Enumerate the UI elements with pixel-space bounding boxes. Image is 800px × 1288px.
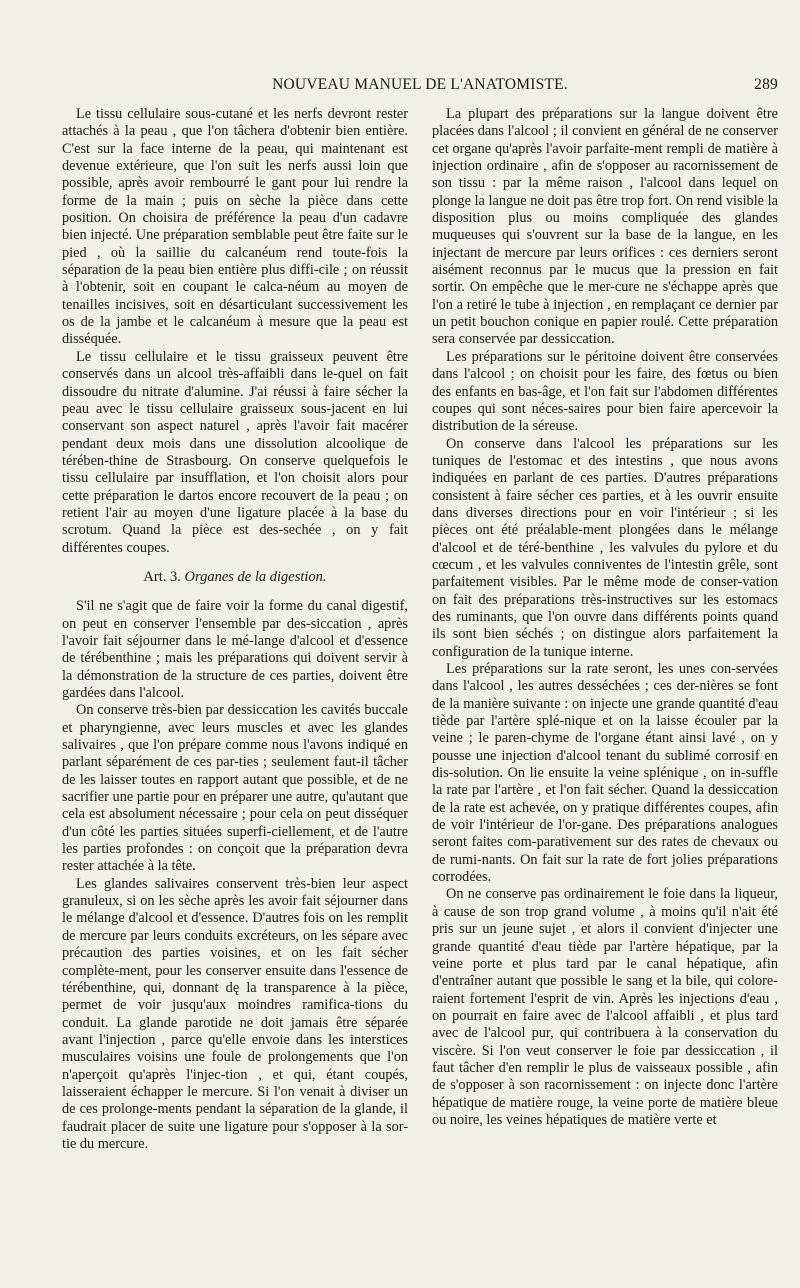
paragraph: On conserve dans l'alcool les préparations sur les tuniques de l'estomac et des intestins , que nous avons indiquées en parlant de ces parties. D'autres préparations consistent à faire sécher ces parties, et à les ouvrir ensuite dans diverses directions pour en voir l'intérieur ; si les pièces ont été préalable-ment plongées dans le mélange d'alcool et de téré-benthine , les valvules du pylore et du cœcum , et les valvules conniventes de l'intestin grêle, sont parfaitement visibles. Par le même mode de conser-vation on fait des préparations très-instructives sur les estomacs des ruminants, que l'on ouvre dans différents points quand ils sont bien séchés ; on distingue alors parfaitement la configuration de la tunique interne. <box>432 435 778 660</box>
paragraph: Le tissu cellulaire et le tissu graisseux peuvent être conservés dans un alcool très-affaibli dans le-quel on fait dissoudre du nitrate d'alumine. J'ai réussi à faire sécher la peau avec le tissu cellulaire graisseux sous-jacent en lui conservant son aspect naturel , après l'avoir fait macérer pendant deux mois dans une dissolution alcoolique de térében-thine de Strasbourg. On conserve quelquefois le tissu cellulaire par insufflation, et l'on choisit alors pour cette préparation le dartos encore recouvert de la peau ; on retient l'air au moyen d'une ligature placée à la base du scrotum. Quand la pièce est des-sechée , on y fait différentes coupes. <box>62 348 408 556</box>
paragraph: On conserve très-bien par dessiccation les cavités buccale et pharyngienne, avec leurs muscles et avec les glandes salivaires , que l'on prépare comme nous l'avons indiqué en parlant séparément de ces par-ties ; seulement faut-il tâcher de les laisser toutes en rapport autant que possible, et de ne sacrifier une partie pour en préparer une autre, qu'autant que cela est absolument nécessaire ; pour cela on peut disséquer d'un côté les parties situées superfi-ciellement, et de l'autre les parties profondes : on conçoit que la préparation devra rester attachée à la tête. <box>62 702 408 875</box>
running-title: NOUVEAU MANUEL DE L'ANATOMISTE. <box>272 76 568 93</box>
right-column <box>432 106 778 1153</box>
paragraph: S'il ne s'agit que de faire voir la forme du canal digestif, on peut en conserver l'ensemble par des-siccation , après l'avoir fait séjourner dans le mé-lange d'alcool et d'essence de térébenthine ; mais les préparations qui doivent servir à la démonstration de la structure de ces parties, doivent être gardées dans l'alcool. <box>62 598 408 701</box>
article-label: Art. 3. <box>143 568 181 585</box>
paragraph: Le tissu cellulaire sous-cutané et les nerfs devront rester attachés à la peau , que l'on tâchera d'obtenir bien entière. C'est sur la face interne de la peau, qui maintenant est devenue extérieure, que l'on suit les nerfs aussi loin que possible, après avoir rembourré le gant pour lui rendre la forme de la main ; puis on sèche la pièce dans cette position. On choisira de préférence la peau d'un cadavre bien injecté. Une préparation semblable peut être faite sur le pied , où la saillie du calcanéum rend toute-fois la séparation de la peau bien entière plus diffi-cile ; on réussit à l'obtenir, soit en coupant le calca-néum au moyen de tenailles incisives, soit en désarticulant successivement les os de la jambe et le calcanéum à mesure que la peau est disséquée. <box>62 106 408 348</box>
text-columns <box>62 106 778 1153</box>
paragraph: On ne conserve pas ordinairement le foie dans la liqueur, à cause de son trop grand volume , à moins qu'il n'ait été pris sur un jeune sujet , et alors il convient d'injecter une grande quantité d'eau tiède par l'artère hépatique, par la veine porte et plus tard par le canal hépatique, afin d'entraîner autant que possible le sang et la bile, qui colore-raient fortement l'esprit de vin. Après les injections d'eau , on pourrait en faire avec de l'alcool affaibli , et plus tard avec de l'alcool pur, qui contribuera à la conservation du viscère. Si l'on veut conserver le foie par dessiccation , il faut tâcher d'en remplir le plus de vaisseaux possible , afin de s'opposer à son racornissement : on injecte donc l'artère hépatique de matière rouge, la veine porte de matière bleue ou noire, les veines hépatiques de matière verte et <box>432 886 778 1128</box>
paragraph: Les préparations sur la rate seront, les unes con-servées dans l'alcool , les autres desséchées ; ces der-nières se font de la manière suivante : on injecte une grande quantité d'eau tiède par l'artère splé-nique et on la laisse écouler par la veine ; le paren-chyme de l'organe étant ainsi lavé , on y pousse une injection d'alcool tenant du sublimé corrosif en dis-solution. On lie ensuite la veine splénique , on in-suffle la rate par l'artère , et l'on fait sécher. Quand la dessiccation de la rate est achevée, on y pratique différentes coupes, afin de voir l'intérieur de l'or-gane. Des préparations analogues seront faites com-parativement sur des rates de chevaux ou de rumi-nants. On fait sur la rate de fort jolies préparations corrodées. <box>432 661 778 886</box>
left-column <box>62 106 408 1153</box>
running-head <box>62 76 778 96</box>
paragraph: Les glandes salivaires conservent très-bien leur aspect granuleux, si on les sèche après les avoir fait séjourner dans le mélange d'alcool et d'essence. D'autres fois on les remplit de mercure par leurs conduits excréteurs, on les sépare avec précaution des parties voisines, et on les fait sécher complète-ment, pour les conserver ensuite dans l'essence de térébenthine, qui, donnant dę la transparence à la pièce, permet de voir jusqu'aux moindres ramifica-tions du conduit. La glande parotide ne doit jamais être séparée avant l'injection , parce qu'elle envoie dans les interstices musculaires voisins une foule de prolongements que l'on n'aperçoit qu'après l'injec-tion , et qui, étant coupés, laisseraient échapper le mercure. Si l'on venait à diviser un de ces prolonge-ments pendant la séparation de la glande, il faudrait placer de suite une ligature pour s'opposer à la sor-tie du mercure. <box>62 875 408 1152</box>
page-number: 289 <box>754 76 778 93</box>
paragraph: La plupart des préparations sur la langue doivent être placées dans l'alcool ; il convient en général de ne conserver cet organe qu'après l'avoir parfaite-ment rempli de matière à injection ordinaire , afin de s'opposer au racornissement de son tissu : par la même raison , l'alcool dans lequel on plonge la langue ne doit pas être trop fort. On rend visible la disposition plus ou moins compliquée des glandes muqueuses qui s'ouvrent sur la base de la langue, en les injectant de mercure par leurs orifices : ces derniers seront aisément reconnus par le mucus que la pression en fait sortir. On empêche que le mer-cure ne s'échappe après que l'on a retiré le tube à injection , en remplaçant ce dernier par un petit bouchon conique en papier roulé. Cette préparation sera conservée par dessiccation. <box>432 106 778 348</box>
paragraph: Les préparations sur le péritoine doivent être conservées dans l'alcool ; on choisit pour les faire, des fœtus ou bien des enfants en bas-âge, et l'on fait sur l'abdomen différentes coupes qui sont néces-saires pour bien faire apercevoir la distribution de la séreuse. <box>432 348 778 435</box>
article-heading <box>62 569 408 586</box>
article-title: Organes de la digestion. <box>184 568 327 585</box>
